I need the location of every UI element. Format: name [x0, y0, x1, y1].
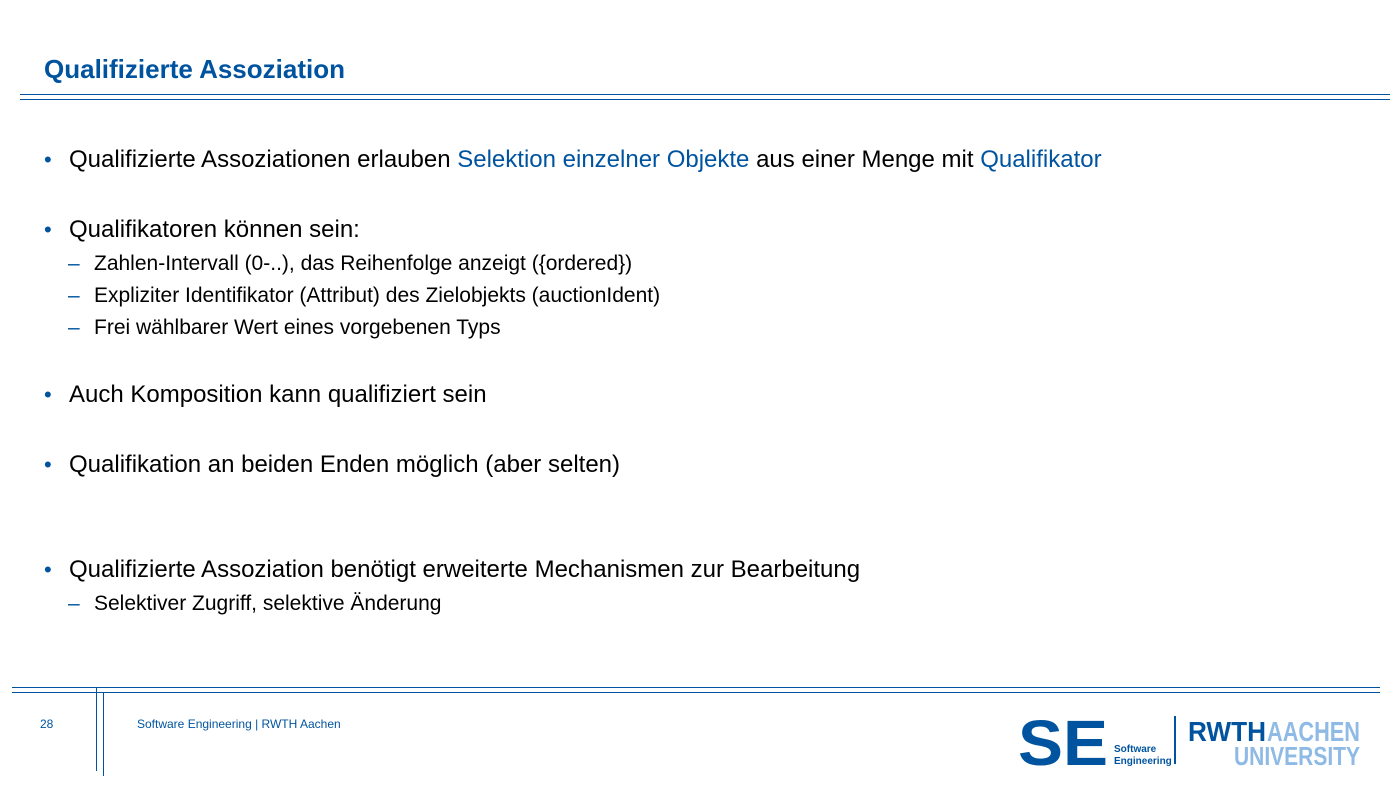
- footer-text: Software Engineering | RWTH Aachen: [137, 717, 341, 731]
- sub-bullet-marker: –: [68, 252, 80, 275]
- slide-title: Qualifizierte Assoziation: [44, 54, 345, 84]
- rwth-logo: [1174, 714, 1364, 770]
- se-logo-line2: Engineering: [1114, 756, 1172, 767]
- rwth-logo-rwth: RWTH: [1188, 716, 1266, 747]
- se-logo-mark: SE: [1018, 707, 1108, 779]
- rwth-logo-aachen: AACHEN: [1267, 716, 1360, 747]
- se-logo: [1018, 707, 1172, 779]
- rwth-logo-university: UNIVERSITY: [1234, 741, 1360, 771]
- sub-bullet-2-1-text: Zahlen-Intervall (0-..), das Reihenfolge anzeigt ({ordered}): [94, 252, 633, 275]
- bullet-2-text: Qualifikatoren können sein:: [69, 216, 360, 243]
- sub-bullet-marker: –: [68, 316, 80, 339]
- page-number: 28: [40, 717, 54, 731]
- footer-rule-bottom: [12, 692, 1380, 693]
- bullet-marker: •: [44, 557, 52, 582]
- sub-bullet-2-2-text: Expliziter Identifikator (Attribut) des Zielobjekts (auctionIdent): [94, 284, 661, 307]
- sub-bullet-marker: –: [68, 592, 80, 615]
- bullet-marker: •: [44, 452, 52, 477]
- bullet-marker: •: [44, 382, 52, 407]
- sub-bullet-5-1-text: Selektiver Zugriff, selektive Änderung: [94, 592, 442, 615]
- sub-bullet-marker: –: [68, 284, 80, 307]
- footer-rule-top: [12, 687, 1380, 688]
- bullet-1-text: Qualifizierte Assoziationen erlauben Selektion einzelner Objekte aus einer Menge mit Qualifikator: [69, 146, 1102, 173]
- se-logo-line1: Software: [1114, 744, 1157, 755]
- bullet-4-text: Qualifikation an beiden Enden möglich (aber selten): [69, 451, 621, 478]
- bullet-marker: •: [44, 147, 52, 172]
- title-rule-top: [20, 94, 1390, 95]
- title-rule-bottom: [20, 99, 1390, 100]
- bullet-5-text: Qualifizierte Assoziation benötigt erweiterte Mechanismen zur Bearbeitung: [69, 556, 861, 583]
- sub-bullet-2-3-text: Frei wählbarer Wert eines vorgebenen Typs: [94, 316, 501, 339]
- bullet-3-text: Auch Komposition kann qualifiziert sein: [69, 381, 487, 408]
- rwth-logo-divider: [1174, 716, 1176, 764]
- bullet-marker: •: [44, 217, 52, 242]
- footer-divider-left: [96, 687, 97, 771]
- highlight-selektion: Selektion einzelner Objekte: [457, 146, 750, 173]
- highlight-qualifikator: Qualifikator: [980, 146, 1102, 173]
- footer-divider-right: [103, 692, 104, 776]
